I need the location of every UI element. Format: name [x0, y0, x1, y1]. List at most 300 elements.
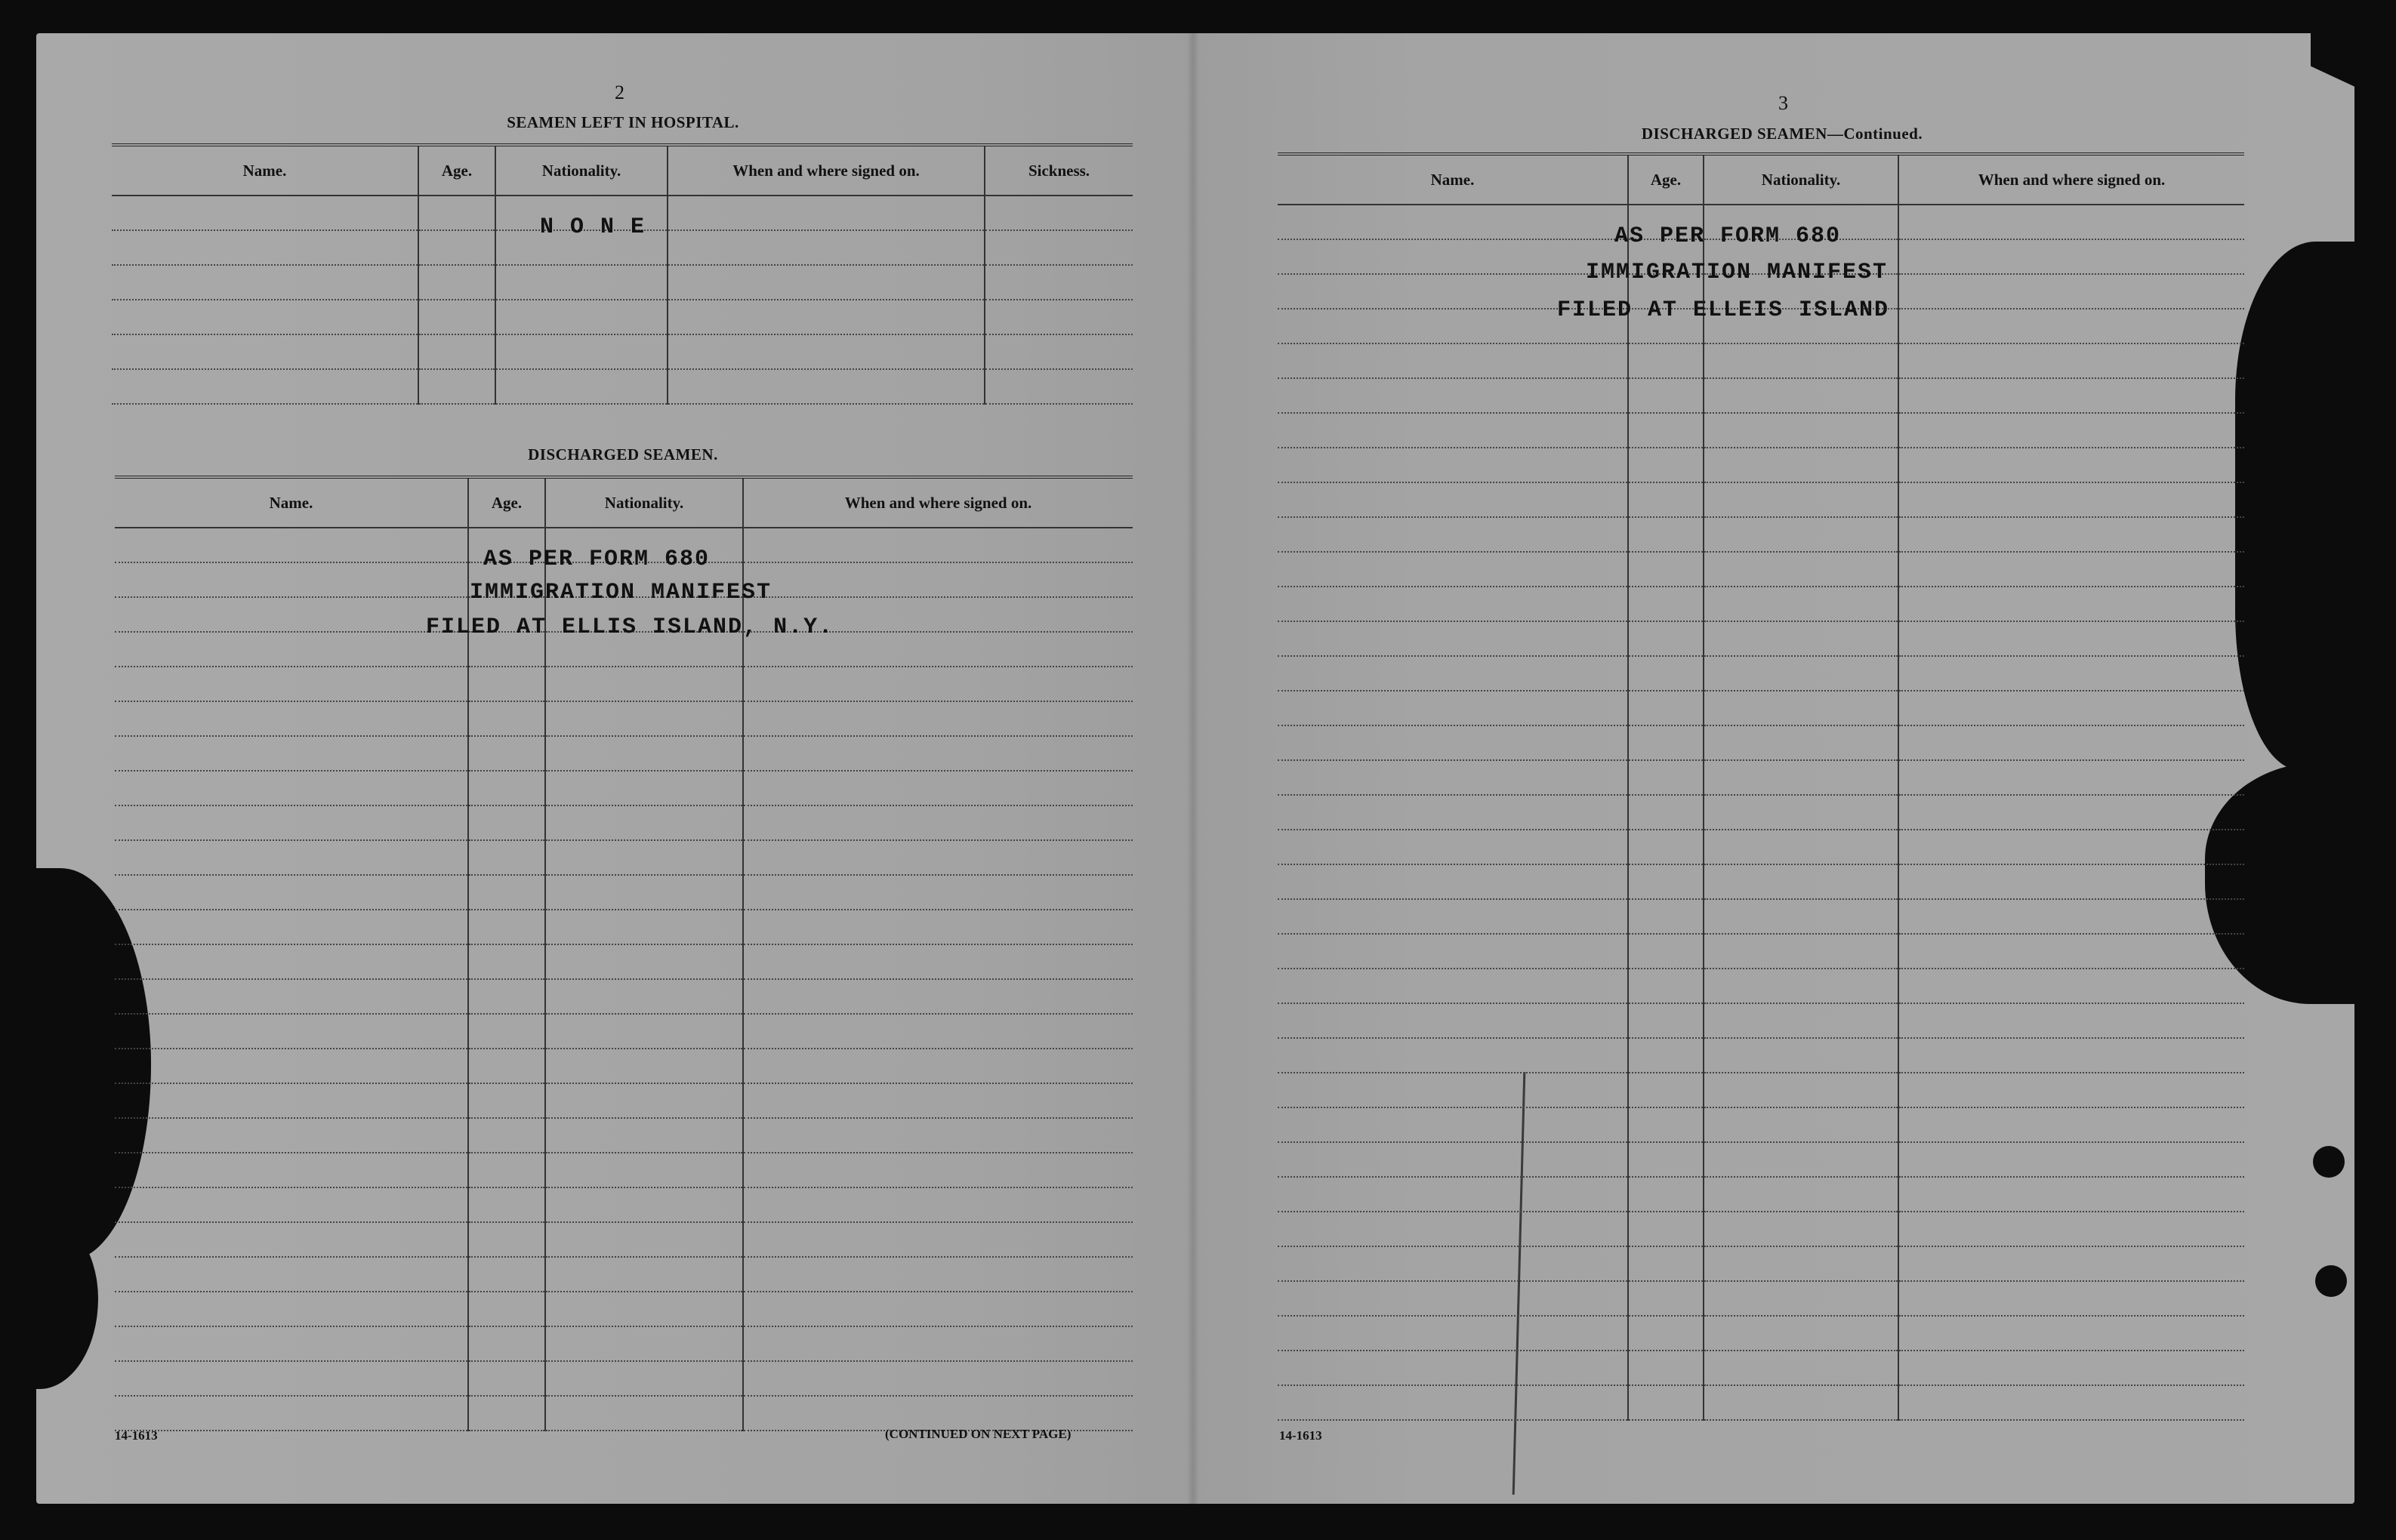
form-cell [468, 1118, 545, 1153]
form-cell [545, 840, 743, 875]
form-cell [1704, 1351, 1898, 1385]
form-cell [1898, 1003, 2244, 1038]
form-cell [545, 1083, 743, 1118]
form-row [115, 1118, 1133, 1153]
form-row [1278, 760, 2244, 795]
form-cell [1704, 413, 1898, 448]
form-cell [115, 667, 468, 701]
right-table-body [1278, 205, 2244, 1420]
form-cell [418, 334, 495, 369]
form-cell [115, 1049, 468, 1083]
form-cell [1628, 1073, 1704, 1107]
form-cell [1628, 1038, 1704, 1073]
form-cell [1628, 621, 1704, 656]
form-cell [1898, 830, 2244, 864]
form-cell [668, 265, 985, 300]
form-cell [743, 1153, 1133, 1187]
form-cell [1898, 239, 2244, 274]
form-cell [743, 1118, 1133, 1153]
right-page-number: 3 [1778, 92, 1788, 114]
form-cell [1278, 864, 1628, 899]
form-cell [468, 875, 545, 910]
typed-line-3: FILED AT ELLIS ISLAND, N.Y. [426, 614, 834, 640]
form-cell [115, 701, 468, 736]
form-cell [1898, 552, 2244, 587]
form-cell [1278, 656, 1628, 691]
right-typed-line-2: IMMIGRATION MANIFEST [1586, 260, 1889, 285]
form-cell [1278, 517, 1628, 552]
form-cell [1628, 552, 1704, 587]
hospital-table [112, 143, 1133, 405]
form-cell [985, 300, 1133, 334]
form-cell [1704, 691, 1898, 725]
form-cell [1704, 795, 1898, 830]
form-row [115, 1187, 1133, 1222]
form-row [1278, 969, 2244, 1003]
form-cell [1704, 1073, 1898, 1107]
form-cell [1898, 378, 2244, 413]
form-cell [468, 979, 545, 1014]
center-fold [1187, 33, 1199, 1504]
form-cell [112, 265, 418, 300]
col-signed-on: When and where signed on. [743, 477, 1133, 528]
form-cell [985, 196, 1133, 230]
form-cell [1704, 1385, 1898, 1420]
form-row [115, 1292, 1133, 1326]
form-cell [545, 1118, 743, 1153]
form-cell [115, 1153, 468, 1187]
form-row [1278, 1142, 2244, 1177]
form-cell [468, 910, 545, 944]
form-row [1278, 725, 2244, 760]
form-cell [418, 369, 495, 404]
form-cell [1898, 1316, 2244, 1351]
form-cell [468, 1014, 545, 1049]
form-cell [1628, 760, 1704, 795]
col-age: Age. [1628, 154, 1704, 205]
form-cell [545, 910, 743, 944]
form-row [1278, 378, 2244, 413]
form-cell [1898, 1351, 2244, 1385]
form-cell [743, 1292, 1133, 1326]
form-row [1278, 1073, 2244, 1107]
form-cell [1278, 587, 1628, 621]
form-cell [1628, 1351, 1704, 1385]
form-row [115, 1257, 1133, 1292]
form-cell [1278, 1073, 1628, 1107]
form-row [1278, 621, 2244, 656]
form-row [115, 1153, 1133, 1187]
form-cell [1278, 969, 1628, 1003]
form-row [1278, 1385, 2244, 1420]
form-cell [1898, 205, 2244, 239]
form-cell [1704, 1038, 1898, 1073]
form-cell [1628, 448, 1704, 482]
form-cell [1278, 1038, 1628, 1073]
form-cell [1704, 1281, 1898, 1316]
form-cell [1898, 725, 2244, 760]
form-cell [1278, 205, 1628, 239]
form-cell [1628, 517, 1704, 552]
form-cell [495, 265, 668, 300]
form-cell [115, 562, 468, 597]
form-cell [112, 196, 418, 230]
form-row [1278, 413, 2244, 448]
form-cell [1278, 1212, 1628, 1246]
form-cell [1704, 343, 1898, 378]
form-cell [1898, 343, 2244, 378]
form-cell [115, 1222, 468, 1257]
form-cell [545, 875, 743, 910]
form-cell [743, 1326, 1133, 1361]
form-cell [545, 1222, 743, 1257]
form-cell [1628, 725, 1704, 760]
form-cell [1628, 934, 1704, 969]
form-cell [1278, 1316, 1628, 1351]
form-cell [743, 979, 1133, 1014]
form-cell [1898, 760, 2244, 795]
form-cell [115, 1361, 468, 1396]
form-cell [1628, 1281, 1704, 1316]
form-cell [115, 1326, 468, 1361]
form-row [1278, 1316, 2244, 1351]
form-row [1278, 517, 2244, 552]
form-cell [1898, 517, 2244, 552]
form-row [115, 1222, 1133, 1257]
form-cell [545, 1361, 743, 1396]
hospital-section-title: SEAMEN LEFT IN HOSPITAL. [507, 113, 739, 131]
form-row [115, 1083, 1133, 1118]
continued-note: (CONTINUED ON NEXT PAGE) [885, 1427, 1072, 1441]
form-row [1278, 1351, 2244, 1385]
form-cell [743, 562, 1133, 597]
form-cell [468, 805, 545, 840]
form-row [1278, 934, 2244, 969]
form-row [115, 944, 1133, 979]
form-row [112, 369, 1133, 404]
form-cell [115, 979, 468, 1014]
discharged-section-title: DISCHARGED SEAMEN. [528, 445, 718, 464]
form-cell [1278, 830, 1628, 864]
form-cell [1898, 1281, 2244, 1316]
form-cell [468, 1222, 545, 1257]
col-name: Name. [1278, 154, 1628, 205]
col-age: Age. [418, 145, 495, 196]
form-cell [545, 1187, 743, 1222]
form-cell [1898, 413, 2244, 448]
form-cell [1898, 1073, 2244, 1107]
form-cell [418, 230, 495, 265]
form-cell [495, 300, 668, 334]
form-row [115, 1326, 1133, 1361]
form-cell [1628, 1177, 1704, 1212]
form-cell [115, 944, 468, 979]
form-cell [545, 736, 743, 771]
form-cell [418, 300, 495, 334]
form-cell [468, 1326, 545, 1361]
form-cell [1628, 1246, 1704, 1281]
form-cell [985, 265, 1133, 300]
form-cell [1704, 899, 1898, 934]
form-cell [1704, 482, 1898, 517]
form-row [1278, 899, 2244, 934]
right-edge-tear [2235, 242, 2396, 770]
form-cell [1278, 413, 1628, 448]
form-cell [668, 369, 985, 404]
form-cell [468, 1257, 545, 1292]
form-cell [545, 701, 743, 736]
form-cell [743, 1049, 1133, 1083]
form-cell [545, 1326, 743, 1361]
col-age: Age. [468, 477, 545, 528]
form-cell [1628, 830, 1704, 864]
form-cell [418, 196, 495, 230]
form-cell [985, 334, 1133, 369]
form-cell [668, 230, 985, 265]
form-cell [115, 1257, 468, 1292]
form-cell [468, 1292, 545, 1326]
form-cell [743, 910, 1133, 944]
form-cell [1278, 552, 1628, 587]
form-cell [1898, 621, 2244, 656]
form-cell [468, 944, 545, 979]
form-cell [1704, 621, 1898, 656]
form-row [115, 1014, 1133, 1049]
form-row [1278, 1038, 2244, 1073]
form-cell [1898, 274, 2244, 309]
form-cell [1898, 1212, 2244, 1246]
form-cell [743, 771, 1133, 805]
form-cell [743, 840, 1133, 875]
hospital-typed-entry: N O N E [540, 214, 646, 240]
form-cell [1278, 448, 1628, 482]
form-cell [1704, 378, 1898, 413]
form-cell [1704, 517, 1898, 552]
form-cell [1278, 239, 1628, 274]
form-row [1278, 795, 2244, 830]
right-form-number: 14-1613 [1279, 1428, 1322, 1443]
col-nationality: Nationality. [545, 477, 743, 528]
col-nationality: Nationality. [495, 145, 668, 196]
form-cell [1704, 864, 1898, 899]
form-cell [1704, 725, 1898, 760]
form-cell [1628, 795, 1704, 830]
form-cell [1278, 1281, 1628, 1316]
col-nationality: Nationality. [1704, 154, 1898, 205]
form-row [115, 910, 1133, 944]
form-cell [115, 840, 468, 875]
form-cell [545, 667, 743, 701]
form-cell [545, 1153, 743, 1187]
form-cell [468, 771, 545, 805]
form-cell [1704, 1142, 1898, 1177]
form-cell [1628, 587, 1704, 621]
form-cell [743, 736, 1133, 771]
form-cell [1704, 934, 1898, 969]
form-cell [1898, 864, 2244, 899]
form-cell [1898, 969, 2244, 1003]
form-cell [1278, 343, 1628, 378]
form-cell [418, 265, 495, 300]
form-cell [1628, 482, 1704, 517]
form-cell [743, 701, 1133, 736]
form-cell [545, 1014, 743, 1049]
form-cell [1898, 1177, 2244, 1212]
form-row [115, 979, 1133, 1014]
col-signed-on: When and where signed on. [1898, 154, 2244, 205]
form-cell [115, 910, 468, 944]
form-cell [1898, 656, 2244, 691]
discharged-table-body [115, 528, 1133, 1431]
form-cell [545, 1257, 743, 1292]
form-cell [1704, 448, 1898, 482]
right-typed-line-3: FILED AT ELLEIS ISLAND [1557, 297, 1890, 323]
form-cell [1898, 934, 2244, 969]
form-cell [115, 805, 468, 840]
form-row [115, 1361, 1133, 1396]
form-cell [115, 597, 468, 632]
form-cell [668, 334, 985, 369]
form-cell [1628, 969, 1704, 1003]
form-row [1278, 864, 2244, 899]
left-form-number: 14-1613 [115, 1428, 158, 1443]
form-cell [743, 1222, 1133, 1257]
form-cell [468, 1049, 545, 1083]
col-signed-on: When and where signed on. [668, 145, 985, 196]
form-cell [1278, 1385, 1628, 1420]
form-cell [1628, 378, 1704, 413]
form-cell [545, 771, 743, 805]
form-cell [115, 1292, 468, 1326]
form-row [112, 265, 1133, 300]
form-row [115, 840, 1133, 875]
form-cell [468, 1083, 545, 1118]
form-cell [743, 1083, 1133, 1118]
form-row [1278, 343, 2244, 378]
form-cell [115, 1118, 468, 1153]
form-cell [743, 1187, 1133, 1222]
form-cell [1278, 378, 1628, 413]
form-cell [545, 1292, 743, 1326]
form-cell [1898, 482, 2244, 517]
form-row [1278, 552, 2244, 587]
form-cell [1704, 969, 1898, 1003]
col-sickness: Sickness. [985, 145, 1133, 196]
form-cell [545, 944, 743, 979]
form-cell [468, 667, 545, 701]
form-cell [1704, 1177, 1898, 1212]
form-cell [668, 300, 985, 334]
form-cell [1898, 1246, 2244, 1281]
form-cell [115, 736, 468, 771]
form-cell [545, 979, 743, 1014]
form-cell [985, 369, 1133, 404]
form-row [115, 736, 1133, 771]
form-row [112, 300, 1133, 334]
form-cell [112, 300, 418, 334]
col-name: Name. [112, 145, 418, 196]
form-cell [1704, 656, 1898, 691]
form-cell [1278, 1177, 1628, 1212]
form-cell [545, 1049, 743, 1083]
form-row [115, 875, 1133, 910]
form-cell [1628, 1003, 1704, 1038]
form-cell [1628, 899, 1704, 934]
form-row [1278, 691, 2244, 725]
col-name: Name. [115, 477, 468, 528]
form-cell [1704, 1246, 1898, 1281]
form-row [1278, 482, 2244, 517]
form-cell [1278, 1107, 1628, 1142]
form-cell [115, 632, 468, 667]
form-cell [743, 875, 1133, 910]
form-cell [1278, 1246, 1628, 1281]
form-cell [1278, 760, 1628, 795]
form-cell [115, 875, 468, 910]
form-cell [1628, 691, 1704, 725]
form-cell [743, 944, 1133, 979]
form-cell [1704, 1107, 1898, 1142]
form-cell [668, 196, 985, 230]
form-cell [115, 1187, 468, 1222]
form-cell [545, 805, 743, 840]
form-cell [1704, 760, 1898, 795]
form-cell [1628, 1385, 1704, 1420]
form-cell [1898, 1142, 2244, 1177]
typed-line-2: IMMIGRATION MANIFEST [470, 580, 772, 605]
form-cell [115, 771, 468, 805]
form-cell [1278, 482, 1628, 517]
form-cell [1704, 1003, 1898, 1038]
form-row [115, 701, 1133, 736]
form-cell [112, 369, 418, 404]
form-row [1278, 1212, 2244, 1246]
form-cell [1898, 691, 2244, 725]
form-cell [1278, 899, 1628, 934]
form-row [1278, 830, 2244, 864]
form-cell [115, 1083, 468, 1118]
form-cell [495, 369, 668, 404]
form-cell [115, 528, 468, 562]
form-cell [468, 736, 545, 771]
form-cell [1628, 343, 1704, 378]
form-cell [1278, 725, 1628, 760]
form-cell [1628, 864, 1704, 899]
form-cell [1628, 413, 1704, 448]
form-row [1278, 656, 2244, 691]
form-cell [1704, 552, 1898, 587]
form-cell [1278, 795, 1628, 830]
form-cell [545, 1396, 743, 1431]
form-cell [1628, 656, 1704, 691]
form-cell [1704, 1316, 1898, 1351]
form-row [112, 334, 1133, 369]
form-cell [1628, 1212, 1704, 1246]
form-row [1278, 1177, 2244, 1212]
form-cell [112, 334, 418, 369]
typed-line-1: AS PER FORM 680 [483, 547, 711, 572]
form-row [1278, 1107, 2244, 1142]
form-row [115, 667, 1133, 701]
form-row [1278, 1003, 2244, 1038]
form-cell [468, 840, 545, 875]
form-cell [468, 1396, 545, 1431]
form-cell [743, 528, 1133, 562]
form-cell [115, 1396, 468, 1431]
form-cell [112, 230, 418, 265]
form-cell [468, 1153, 545, 1187]
form-cell [1278, 934, 1628, 969]
